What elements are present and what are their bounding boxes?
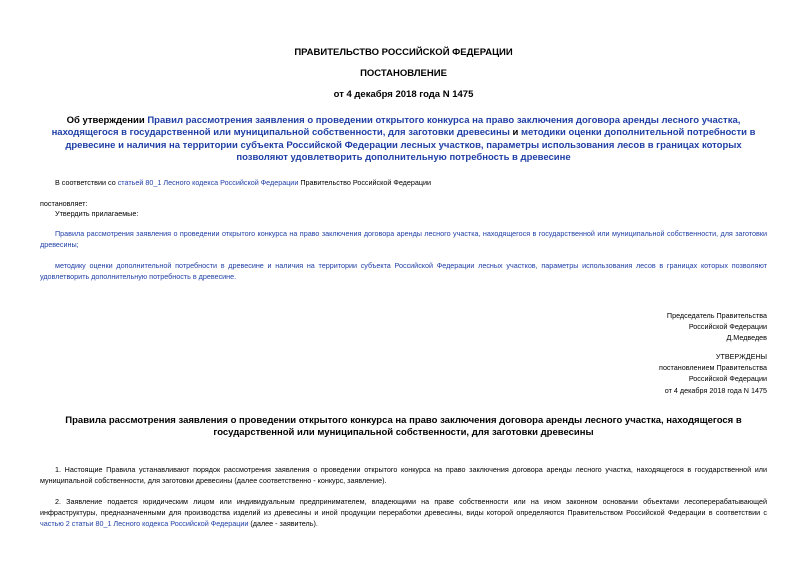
signature-position: Председатель Правительства xyxy=(666,311,767,320)
rules-paragraph-1: 1. Настоящие Правила устанавливают порядок рассмотрения заявления о проведении открытого конкурса на право заключения договора аренды лесного участка, находящегося в государственной или муниципальной собственности, для заготовки древесины (далее соответственно - конкурс, заявление). xyxy=(40,465,767,485)
intro-paragraph xyxy=(55,177,755,188)
signature-name: Д.Медведев xyxy=(726,333,767,343)
rules-p2-law-link[interactable]: частью 2 статьи 80_1 Лесного кодекса Российской Федерации xyxy=(40,519,249,528)
intro-suffix: Правительство Российской Федерации xyxy=(298,178,432,187)
document-date-number: от 4 декабря 2018 года N 1475 xyxy=(333,89,474,100)
rules-title: Правила рассмотрения заявления о проведении открытого конкурса на право заключения договора аренды лесного участка, находящегося в государственной или муниципальной собственности, для заготовки древесины xyxy=(65,415,742,439)
approved-org: Российской Федерации xyxy=(688,374,767,384)
government-heading: ПРАВИТЕЛЬСТВО РОССИЙСКОЙ ФЕДЕРАЦИИ xyxy=(294,47,513,58)
title-link-rules[interactable]: Правил рассмотрения заявления о проведении открытого конкурса на право заключения договора аренды лесного участка, находящегося в государственной или муниципальной собственности, для заготовки древесины xyxy=(51,115,741,139)
intro-prefix: В соответствии со xyxy=(55,178,118,187)
title-link-methodology[interactable]: методики оценки дополнительной потребности в древесине и наличия на территории субъекта Российской Федерации лесных участков, параметры использования лесов в границах которых позволяют удовлетворить дополнительную потребность в древесине xyxy=(65,127,756,163)
approved-item-2 xyxy=(40,260,767,282)
title-middle: и xyxy=(509,127,521,139)
approve-text: Утвердить прилагаемые: xyxy=(55,209,139,218)
approved-label: УТВЕРЖДЕНЫ xyxy=(715,352,767,361)
item-rules-link[interactable]: Правила рассмотрения заявления о проведении открытого конкурса на право заключения договора аренды лесного участка, находящегося в государственной или муниципальной собственности, для заготовки древесины; xyxy=(40,229,767,249)
document-type-heading: ПОСТАНОВЛЕНИЕ xyxy=(360,68,447,79)
rules-p2-suffix: (далее - заявитель). xyxy=(248,519,318,528)
intro-law-link[interactable]: статьей 80_1 Лесного кодекса Российской Федерации xyxy=(117,178,299,187)
signature-org: Российской Федерации xyxy=(688,322,767,332)
approved-date: от 4 декабря 2018 года N 1475 xyxy=(664,385,767,395)
item-methodology-link[interactable]: методику оценки дополнительной потребности в древесине и наличия на территории субъекта Российской Федерации лесных участков, параметры использования лесов в границах которых позволяют удовлетворить дополнительную потребность в древесине. xyxy=(40,261,767,281)
title-prefix: Об утверждении xyxy=(66,115,148,126)
approved-item-1 xyxy=(40,228,767,250)
signature-block xyxy=(567,310,767,344)
approval-stamp-block xyxy=(567,351,767,396)
rules-p2-prefix: 2. Заявление подается юридическим лицом или индивидуальным предпринимателем, владеющими на праве собственности или на ином законном основании объектами лесоперерабатывающей инфраструктуры, предназначенными для производства изделий из древесины и иной продукции переработки древесины, виды которой определяются Правительством Российской Федерации в соответствии с xyxy=(40,497,767,517)
approved-by: постановлением Правительства xyxy=(659,363,767,373)
decrees-text: постановляет: xyxy=(40,199,88,208)
rules-paragraph-2 xyxy=(40,496,767,529)
document-title xyxy=(40,115,767,164)
